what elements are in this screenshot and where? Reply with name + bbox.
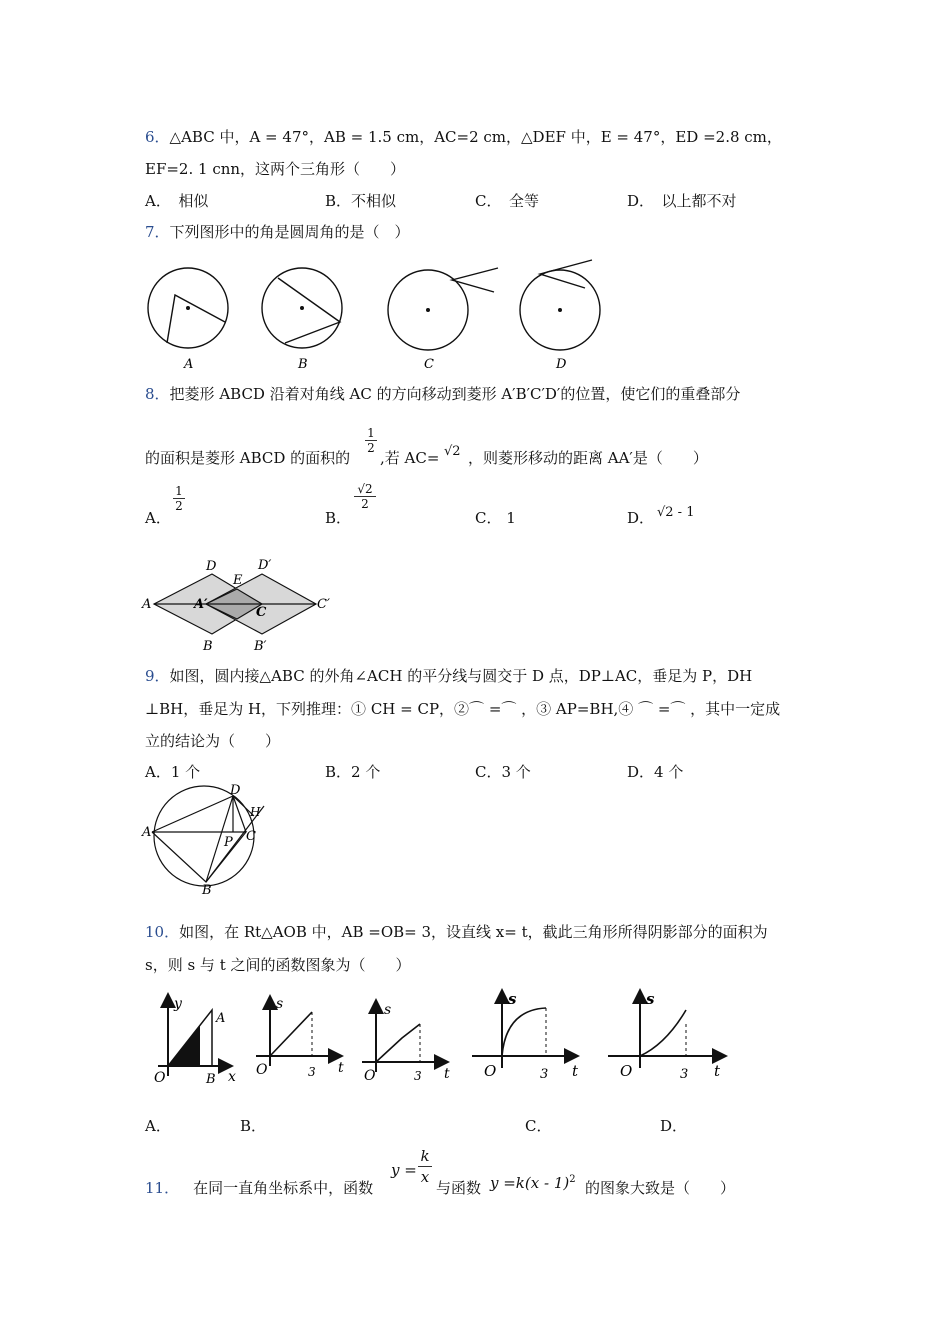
q11-text-b: 与函数 [436,1179,482,1197]
svg-text:C′: C′ [317,597,330,612]
svg-text:s: s [646,990,655,1008]
svg-text:B: B [206,1072,216,1087]
q8-line2a: 的面积是菱形 ABCD 的面积的 [145,449,351,467]
q10-graph-b [362,1002,450,1084]
q6-option-c: C． 全等 [475,192,539,210]
q8-option-d: D． [627,509,655,527]
q7-figure-b [262,268,342,372]
svg-text:s: s [384,1002,392,1018]
q9-line2: ⊥BH，垂足为 H，下列推理：① CH = CP，②⌒ =⌒ ，③ AP=BH,④ ⌒ =⌒ ，其中一定成 [145,700,781,718]
q8-line2c: ，则菱形移动的距离 AA′是（ ） [468,449,708,467]
svg-text:O: O [484,1062,497,1080]
svg-text:D′: D′ [258,558,272,573]
svg-text:P: P [224,835,233,850]
svg-text:t: t [444,1066,450,1082]
svg-text:H: H [250,805,261,819]
q10-graph-a [256,996,344,1079]
q11-function-1-lhs: y = [391,1161,417,1179]
q10-line1: 10．如图，在 Rt△AOB 中，AB =OB= 3，设直线 x= t，截此三角形所得阴影部分的面积为 [145,923,768,941]
svg-text:s: s [276,996,284,1012]
q7-figure-c [388,268,498,372]
q7-label-d: D [556,357,567,372]
svg-text:C: C [256,605,267,620]
svg-text:A: A [142,597,152,612]
q8-option-a: A． [145,509,171,527]
svg-text:3: 3 [540,1067,549,1082]
svg-text:A′: A′ [194,597,208,612]
q10-graph-c [472,990,579,1082]
q8-line2b: ,若 AC= [380,449,440,467]
q10-graph-d [608,990,724,1082]
q9-option-b: B．2 个 [325,763,381,781]
q6-option-a: A． 相似 [145,192,209,210]
q11-text-c: 的图象大致是（ ） [585,1179,736,1197]
q10-graphs [140,988,740,1088]
q10-option-d: D． [660,1117,688,1135]
q9-circle-figure [140,783,280,898]
svg-text:B: B [202,883,212,898]
svg-text:O: O [256,1062,268,1078]
q10-option-a: A． [145,1117,171,1135]
q7-figure-a [148,268,228,372]
q8-sqrt2: √2 [444,444,461,459]
q8-option-b-fraction: $\frac{√2}{2}$ [354,482,376,511]
svg-text:A: A [142,825,152,840]
svg-text:O: O [620,1062,633,1080]
svg-text:B′: B′ [254,639,267,654]
q9-option-c: C．3 个 [475,763,531,781]
svg-text:t: t [714,1062,721,1080]
q6-line1: 6．△ABC 中，A = 47°，AB = 1.5 cm，AC=2 cm，△DEF 中，E = 47°，ED =2.8 cm， [145,128,782,146]
svg-text:3: 3 [308,1065,316,1079]
q7-label-c: C [424,357,434,372]
q7-figures [140,260,620,375]
q8-option-a-fraction: $\frac{1}{2}$ [173,484,185,513]
q10-option-b: B． [240,1117,267,1135]
q9-line1: 9．如图，圆内接△ABC 的外角∠ACH 的平分线与圆交于 D 点，DP⊥AC，垂足为 P，DH [145,667,753,685]
q7-label-b: B [298,357,308,372]
q9-line3: 立的结论为（ ） [145,732,281,750]
svg-text:y: y [174,996,182,1012]
q11-function-1-fraction: $\frac{k}{x}$ [418,1146,432,1187]
svg-text:B: B [203,639,213,654]
q9-option-d: D．4 个 [627,763,684,781]
q10-triangle-figure [154,996,236,1087]
svg-text:O: O [154,1070,166,1086]
svg-text:3: 3 [680,1067,689,1082]
q8-option-b: B． [325,509,352,527]
svg-text:D: D [230,783,241,798]
svg-text:C: C [246,829,256,844]
q8-option-d-value: √2 - 1 [657,505,695,520]
svg-text:O: O [364,1068,376,1084]
q6-option-b: B．不相似 [325,192,397,210]
q11-text-a: 11． 在同一直角坐标系中，函数 [145,1179,374,1197]
q6-option-d: D． 以上都不对 [627,192,737,210]
q10-line2: s，则 s 与 t 之间的函数图象为（ ） [145,956,411,974]
q11-function-2: y =k(x - 1)$^2$ [490,1174,576,1192]
q6-line2: EF=2. 1 cnn，这两个三角形（ ） [145,160,406,178]
q8-line1: 8．把菱形 ABCD 沿着对角线 AC 的方向移动到菱形 A′B′C′D′的位置，使它们的重叠部分 [145,385,741,403]
q8-fraction-half: $\frac{1}{2}$ [365,426,377,455]
svg-text:3: 3 [414,1069,422,1083]
q10-option-c: C． [525,1117,552,1135]
svg-text:t: t [572,1062,579,1080]
q7-label-a: A [184,357,194,372]
q7-question: 7．下列图形中的角是圆周角的是（ ） [145,223,410,241]
svg-text:A: A [216,1011,226,1026]
svg-text:x: x [228,1069,236,1085]
q8-option-c: C． 1 [475,509,516,527]
q7-figure-d [520,260,600,372]
q8-rhombus-figure [140,556,340,656]
svg-text:D: D [206,559,217,574]
svg-text:s: s [508,990,517,1008]
svg-text:t: t [338,1060,344,1076]
q9-option-a: A．1 个 [145,763,201,781]
svg-text:E: E [233,573,243,588]
